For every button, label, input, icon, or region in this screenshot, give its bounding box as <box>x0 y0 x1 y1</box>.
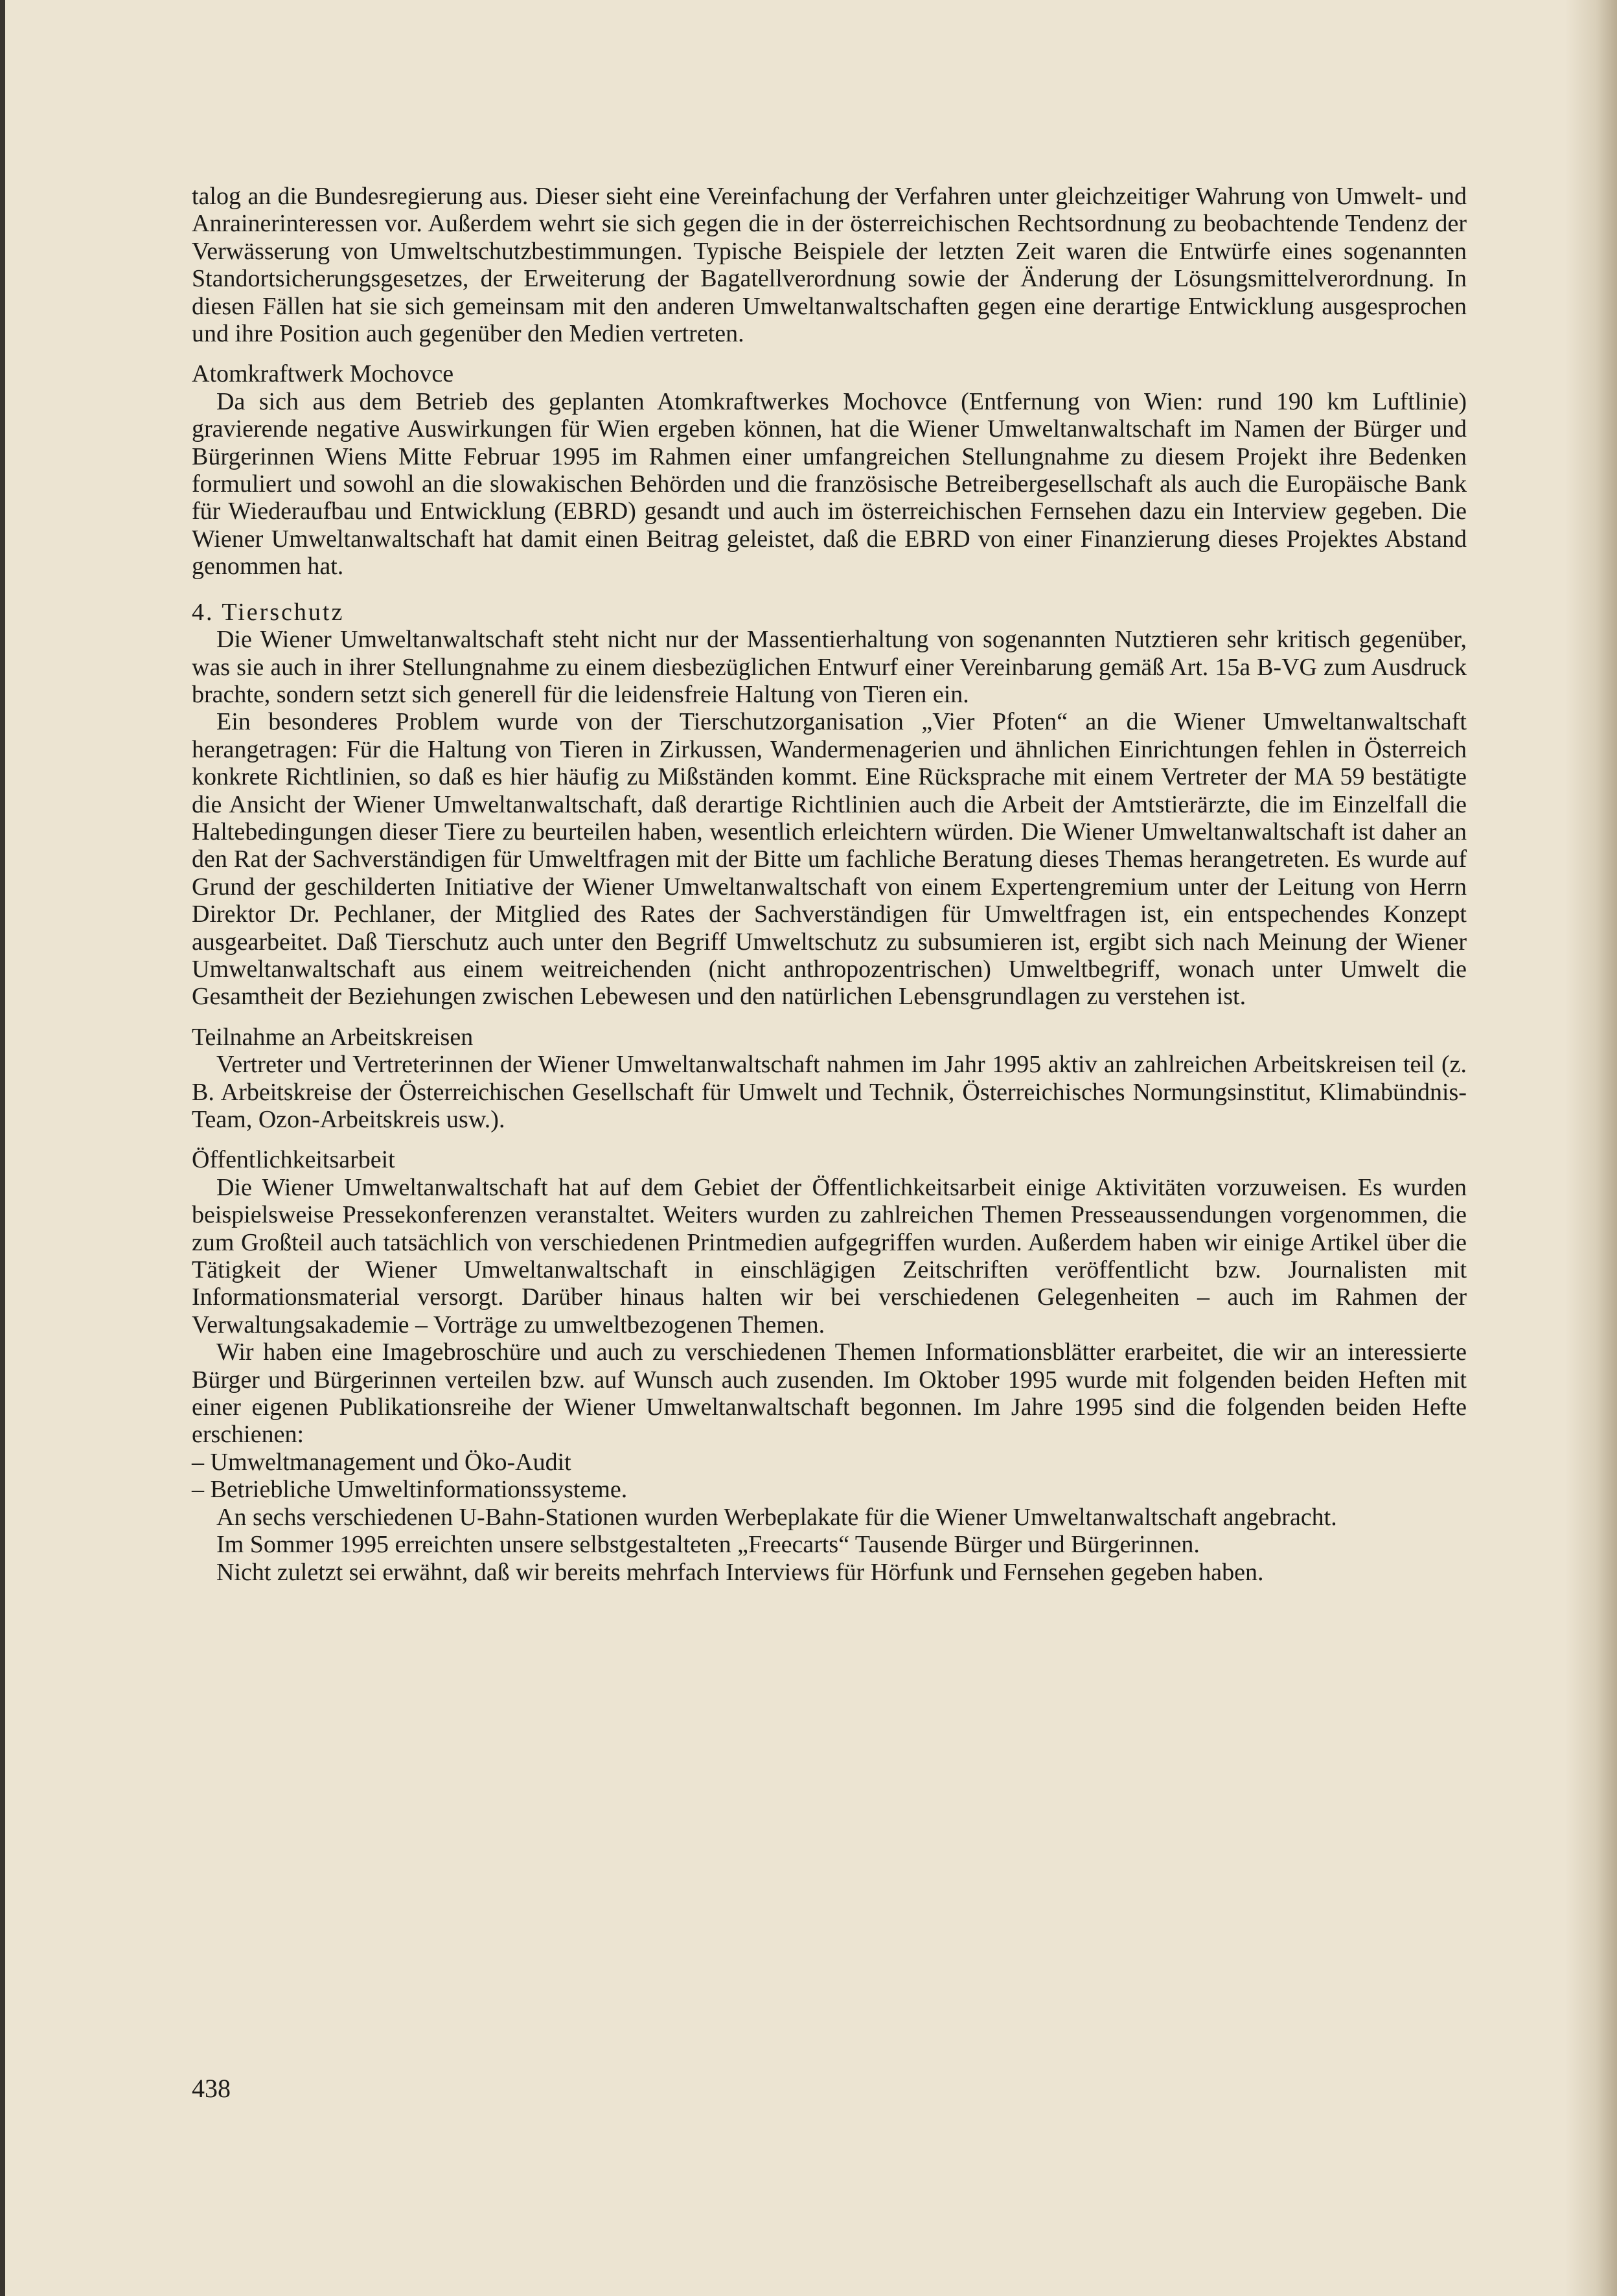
paragraph-oeffentlichkeitsarbeit-1: Die Wiener Umweltanwaltschaft hat auf dem Gebiet der Öffentlichkeitsarbeit einige Aktivitäten vorzuweisen. Es wurden beispielsweise Pressekonferenzen veranstaltet. Weiters wurden zu zahlreichen Themen Presseaussendungen vorgenommen, die zum Großteil auch tatsächlich von verschiedenen Printmedien aufgegriffen wurden. Außerdem haben wir einige Artikel über die Tätigkeit der Wiener Umweltanwaltschaft in einschlägigen Zeitschriften veröffentlicht bzw. Journalisten mit Informationsmaterial versorgt. Darüber hinaus halten wir bei verschiedenen Gelegenheiten – auch im Rahmen der Verwaltungsakademie – Vorträge zu umweltbezogenen Themen. <box>192 1173 1467 1338</box>
list-item-umweltmanagement: – Umweltmanagement und Öko-Audit <box>192 1448 571 1476</box>
paragraph-arbeitskreise: Vertreter und Vertreterinnen der Wiener Umweltanwaltschaft nahmen im Jahr 1995 aktiv an zahlreichen Arbeitskreisen teil (z. B. Arbeitskreise der Österreichischen Gesellschaft für Umwelt und Technik, Österreichisches Normungsinstitut, Klimabündnis-Team, Ozon-Arbeitskreis usw.). <box>192 1051 1467 1133</box>
page-number: 438 <box>192 2074 231 2103</box>
paragraph-tierschutz-2: Ein besonderes Problem wurde von der Tierschutzorganisation „Vier Pfoten“ an die Wiener Umweltanwaltschaft herangetragen: Für die Haltung von Tieren in Zirkussen, Wandermenagerien und ähnlichen Einrichtungen fehlen in Österreich konkrete Richtlinien, so daß es hier häufig zu Mißständen kommt. Eine Rücksprache mit einem Vertreter der MA 59 bestätigte die Ansicht der Wiener Umweltanwaltschaft, daß derartige Richtlinien auch die Arbeit der Amtstierärzte, die im Einzelfall die Haltebedingungen dieser Tiere zu beurteilen haben, wesentlich erleichtern würden. Die Wiener Umweltanwaltschaft ist daher an den Rat der Sachverständigen für Umweltfragen mit der Bitte um fachliche Beratung dieses Themas herangetreten. Es wurde auf Grund der geschilderten Initiative der Wiener Umweltanwaltschaft von einem Expertengremium unter der Leitung von Herrn Direktor Dr. Pechlaner, der Mitglied des Rates der Sachverständigen für Umweltfragen ist, ein entspechendes Konzept ausgearbeitet. Daß Tierschutz auch unter den Begriff Umweltschutz zu subsumieren ist, ergibt sich nach Meinung der Wiener Umweltanwaltschaft aus einem weitreichenden (nicht anthropozentrischen) Umweltbegriff, wonach unter Umwelt die Gesamtheit der Beziehungen zwischen Lebewesen und den natürlichen Lebensgrundlagen zu verstehen ist. <box>192 708 1467 1011</box>
paragraph-freecarts: Im Sommer 1995 erreichten unsere selbstgestalteten „Freecarts“ Tausende Bürger und Bürgerinnen. <box>216 1531 1200 1559</box>
page-body <box>192 183 1467 1586</box>
paragraph-continuation: talog an die Bundesregierung aus. Dieser sieht eine Vereinfachung der Verfahren unter gleichzeitiger Wahrung von Umwelt- und Anrainerinteressen vor. Außerdem wehrt sie sich gegen die in der österreichischen Rechtsordnung zu beobachtende Tendenz der Verwässerung von Umweltschutzbestimmungen. Typische Beispiele der letzten Zeit waren die Entwürfe eines sogenannten Standortsicherungsgesetzes, der Erweiterung der Bagatellverordnung sowie der Änderung der Lösungsmittelverordnung. In diesen Fällen hat sie sich gemeinsam mit den anderen Umweltanwaltschaften gegen eine derartige Entwicklung ausgesprochen und ihre Position auch gegenüber den Medien vertreten. <box>192 183 1467 348</box>
subheading-arbeitskreise: Teilnahme an Arbeitskreisen <box>192 1023 474 1051</box>
subheading-mochovce: Atomkraftwerk Mochovce <box>192 360 454 388</box>
list-item-umweltinformationssysteme: – Betriebliche Umweltinformationssysteme. <box>192 1476 628 1504</box>
section-heading-tierschutz: 4. Tierschutz <box>192 598 345 626</box>
subheading-oeffentlichkeitsarbeit: Öffentlichkeitsarbeit <box>192 1146 395 1174</box>
paragraph-tierschutz-1: Die Wiener Umweltanwaltschaft steht nicht nur der Massentierhaltung von sogenannten Nutztieren sehr kritisch gegenüber, was sie auch in ihrer Stellungnahme zu einem diesbezüglichen Entwurf einer Vereinbarung gemäß Art. 15a B-VG zum Ausdruck brachte, sondern setzt sich generell für die leidensfreie Haltung von Tieren ein. <box>192 626 1467 708</box>
paragraph-mochovce: Da sich aus dem Betrieb des geplanten Atomkraftwerkes Mochovce (Entfernung von Wien: rund 190 km Luftlinie) gravierende negative Auswirkungen für Wien ergeben können, hat die Wiener Umweltanwaltschaft im Namen der Bürger und Bürgerinnen Wiens Mitte Februar 1995 im Rahmen einer umfangreichen Stellungnahme zu diesem Projekt ihre Bedenken formuliert und sowohl an die slowakischen Behörden und die französische Betreibergesellschaft als auch die Europäische Bank für Wiederaufbau und Entwicklung (EBRD) gesandt und auch im österreichischen Fernsehen dazu ein Interview gegeben. Die Wiener Umweltanwaltschaft hat damit einen Beitrag geleistet, daß die EBRD von einer Finanzierung dieses Projektes Abstand genommen hat. <box>192 387 1467 580</box>
paragraph-werbeplakate: An sechs verschiedenen U-Bahn-Stationen wurden Werbeplakate für die Wiener Umweltanwaltschaft angebracht. <box>216 1503 1337 1531</box>
paragraph-oeffentlichkeitsarbeit-2: Wir haben eine Imagebroschüre und auch zu verschiedenen Themen Informationsblätter erarbeitet, die wir an interessierte Bürger und Bürgerinnen verteilen bzw. auf Wunsch auch zusenden. Im Oktober 1995 wurde mit folgenden beiden Heften mit einer eigenen Publikationsreihe der Wiener Umweltanwaltschaft begonnen. Im Jahre 1995 sind die folgenden beiden Hefte erschienen: <box>192 1338 1467 1449</box>
book-gutter-shadow <box>1565 0 1617 2296</box>
paragraph-interviews: Nicht zuletzt sei erwähnt, daß wir bereits mehrfach Interviews für Hörfunk und Fernsehen gegeben haben. <box>216 1558 1264 1586</box>
